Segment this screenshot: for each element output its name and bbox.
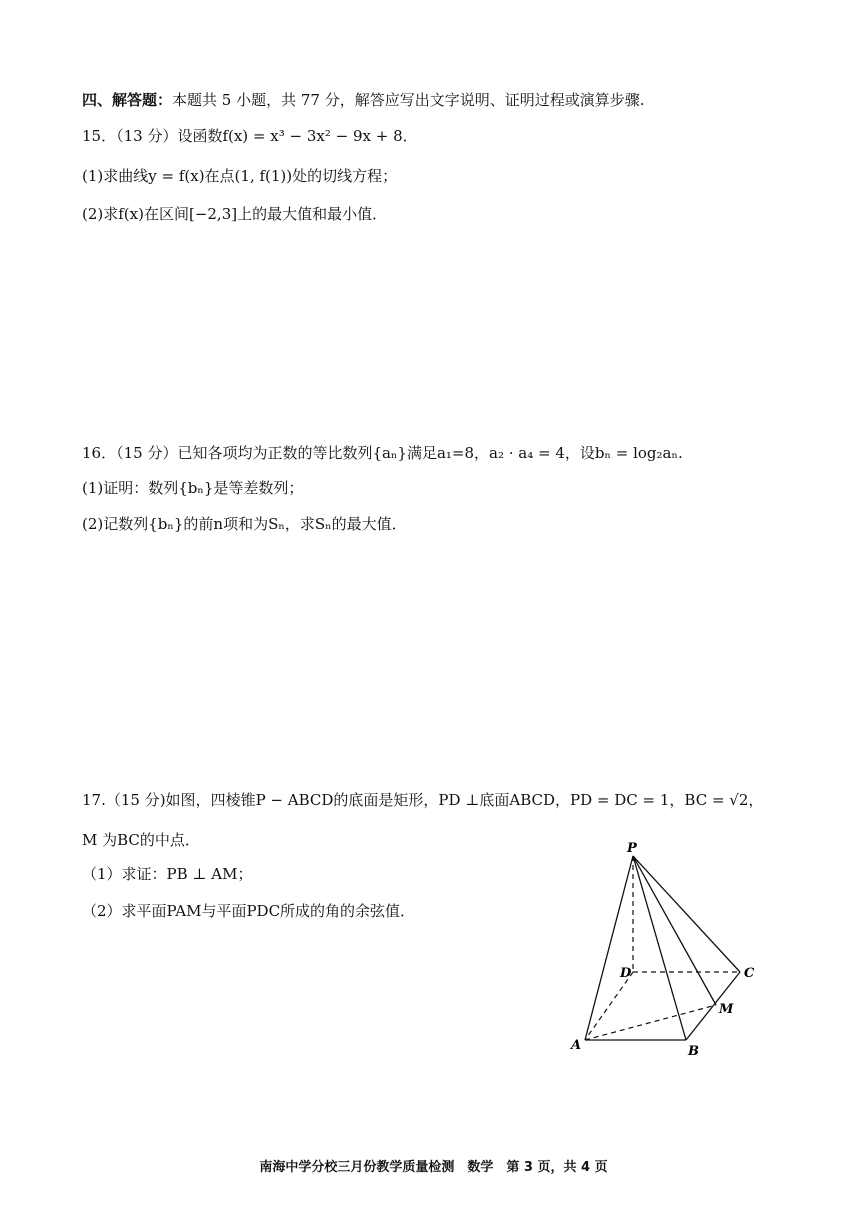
q17-stem-line2: M 为BC的中点．: [82, 831, 200, 849]
section-heading-line: [82, 90, 645, 110]
q15-part1: (1)求曲线y = f(x)在点(1, f(1))处的切线方程；: [82, 167, 398, 185]
section-heading: 四、解答题：: [82, 91, 173, 109]
edge-pm: [633, 856, 716, 1005]
section-intro: 本题共 5 小题，共 77 分，解答应写出文字说明、证明过程或演算步骤.: [172, 91, 645, 109]
q15-stem: 15．（13 分）设函数f(x) = x³ − 3x² − 9x + 8．: [82, 127, 418, 145]
q16-part1: (1)证明：数列{bₙ}是等差数列；: [82, 479, 304, 497]
q16-part2: (2)记数列{bₙ}的前n项和为Sₙ，求Sₙ的最大值．: [82, 515, 407, 533]
q17-stem-line1: 17.（15 分)如图，四棱锥P − ABCD的底面是矩形，PD ⊥底面ABCD，PD = DC = 1，BC = √2，: [82, 791, 764, 809]
label-a: A: [571, 1038, 582, 1053]
edge-pa: [585, 856, 633, 1040]
label-p: P: [627, 841, 637, 856]
q17-part1: （1）求证：PB ⊥ AM；: [82, 865, 253, 883]
q16-stem: 16．（15 分）已知各项均为正数的等比数列{aₙ}满足a₁=8，a₂ · a₄ = 4，设bₙ = log₂aₙ.: [82, 444, 683, 462]
edge-bc: [686, 972, 740, 1040]
edge-am: [585, 1005, 716, 1040]
edge-pb: [633, 856, 686, 1040]
label-b: B: [688, 1044, 699, 1059]
q15-part2: (2)求f(x)在区间[−2,3]上的最大值和最小值．: [82, 205, 388, 223]
edge-pc: [633, 856, 740, 972]
page-footer: 南海中学分校三月份教学质量检测 数学 第 3 页，共 4 页: [259, 1160, 608, 1175]
edge-da: [585, 972, 633, 1040]
label-d: D: [620, 966, 632, 981]
label-c: C: [744, 966, 755, 981]
q17-part2: （2）求平面PAM与平面PDC所成的角的余弦值．: [82, 902, 416, 920]
label-m: M: [719, 1002, 734, 1017]
